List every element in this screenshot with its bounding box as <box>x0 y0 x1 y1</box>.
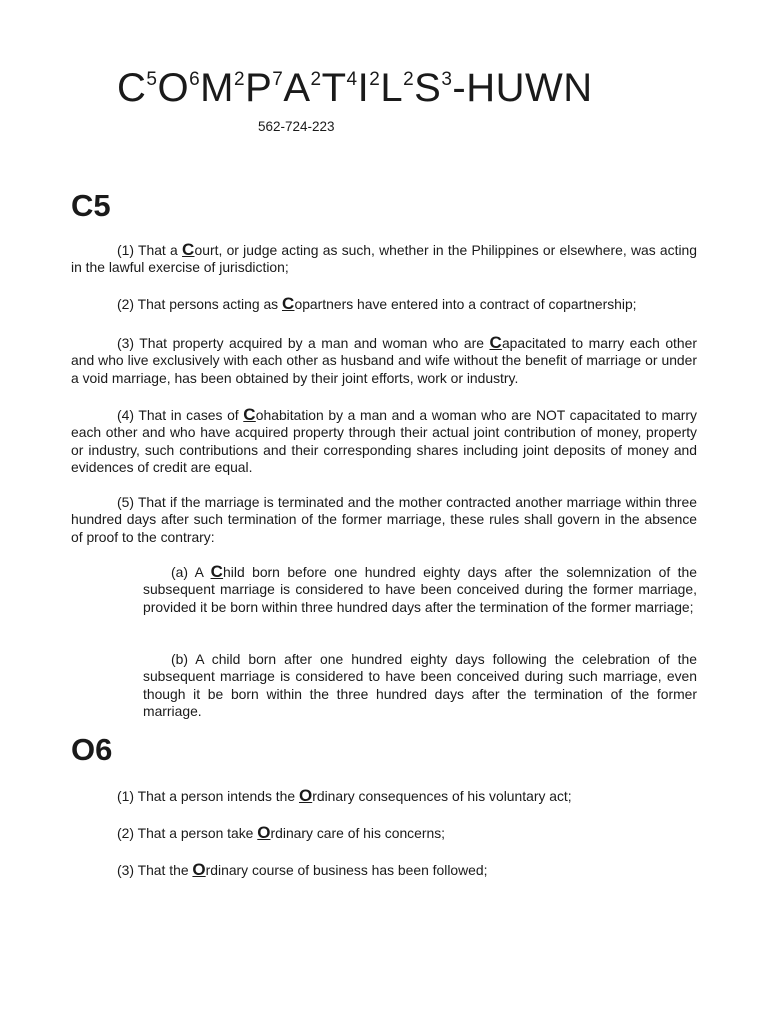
paragraph-text: ohabitation by a man and a woman who are NOT capacitated to marry each other and who have acquired property through their actual joint contribution of money, property or industry, such contributions and their corresponding shares including joint deposits of money and evidences of credit are equal. <box>71 407 697 476</box>
title-count: 2 <box>234 68 246 90</box>
title-count: 5 <box>146 68 158 90</box>
mnemonic-letter: O <box>192 860 206 879</box>
title-letter: I <box>357 66 370 110</box>
paragraph-text: (1) That a person intends the <box>117 788 299 804</box>
title-suffix: -HUWN <box>452 66 593 110</box>
paragraph-text: (a) A <box>171 564 211 580</box>
title-letter: M <box>200 66 234 110</box>
paragraph-text: apacitated to marry each other and who live exclusively with each other as husband and wife without the benefit of marriage or under a void marriage, has been obtained by their joint efforts, work or industry. <box>71 335 697 386</box>
title-count: 2 <box>369 68 381 90</box>
sub-paragraph <box>143 564 697 616</box>
title-letter: C <box>117 66 147 110</box>
paragraph <box>117 823 445 843</box>
mnemonic-letter: O <box>257 823 271 842</box>
paragraph-text: (4) That in cases of <box>117 407 244 423</box>
paragraph-text: (1) That a <box>117 242 183 258</box>
paragraph-text: rdinary care of his concerns; <box>270 825 445 841</box>
paragraph-text: (b) A child born after one hundred eighty days following the celebration of the subsequent marriage is considered to have been conceived during such marriage, even though it be born within the three hundred days after the termination of the former marriage. <box>143 651 697 720</box>
paragraph-text: rdinary course of business has been followed; <box>205 862 488 878</box>
sub-paragraph <box>143 651 697 721</box>
paragraph-text: opartners have entered into a contract of copartnership; <box>294 296 637 312</box>
document-subtitle: 562-724-223 <box>258 119 335 134</box>
title-letter: T <box>321 66 347 110</box>
section-heading-o6: O6 <box>71 732 113 767</box>
paragraph-text: (5) That if the marriage is terminated and the mother contracted another marriage within three hundred days after such termination of the former marriage, these rules shall govern in the absence of proof to the contrary: <box>71 494 697 545</box>
paragraph <box>71 335 697 387</box>
mnemonic-letter: C <box>210 562 224 581</box>
mnemonic-letter: C <box>243 405 256 424</box>
title-count: 7 <box>272 68 284 90</box>
title-letter: L <box>380 66 404 110</box>
title-count: 3 <box>441 68 453 90</box>
paragraph <box>71 494 697 546</box>
paragraph-text: hild born before one hundred eighty days after the solemnization of the subsequent marriage is considered to have been conceived during the former marriage, provided it be born within three hundred days after the termination of the former marriage; <box>143 564 697 615</box>
title-count: 4 <box>346 68 358 90</box>
document-title <box>117 68 593 108</box>
paragraph <box>71 296 697 313</box>
title-count: 2 <box>403 68 415 90</box>
title-letter: O <box>157 66 190 110</box>
mnemonic-letter: C <box>182 240 195 259</box>
paragraph-text: ourt, or judge acting as such, whether in the Philippines or elsewhere, was acting in the lawful exercise of jurisdiction; <box>71 242 697 276</box>
mnemonic-letter: C <box>489 333 502 352</box>
paragraph-text: (3) That the <box>117 862 193 878</box>
title-count: 6 <box>189 68 201 90</box>
title-count: 2 <box>310 68 322 90</box>
paragraph-text: (2) That persons acting as <box>117 296 282 312</box>
paragraph-text: (2) That a person take <box>117 825 258 841</box>
paragraph <box>71 407 697 477</box>
title-letter: S <box>414 66 442 110</box>
paragraph <box>117 786 572 806</box>
mnemonic-letter: C <box>281 294 295 313</box>
paragraph <box>117 860 488 880</box>
title-letter: A <box>283 66 311 110</box>
title-letter: P <box>245 66 273 110</box>
section-heading-c5: C5 <box>71 188 111 223</box>
paragraph-text: (3) That property acquired by a man and woman who are <box>117 335 490 351</box>
paragraph-text: rdinary consequences of his voluntary act; <box>312 788 572 804</box>
paragraph <box>71 242 697 277</box>
mnemonic-letter: O <box>298 786 313 805</box>
